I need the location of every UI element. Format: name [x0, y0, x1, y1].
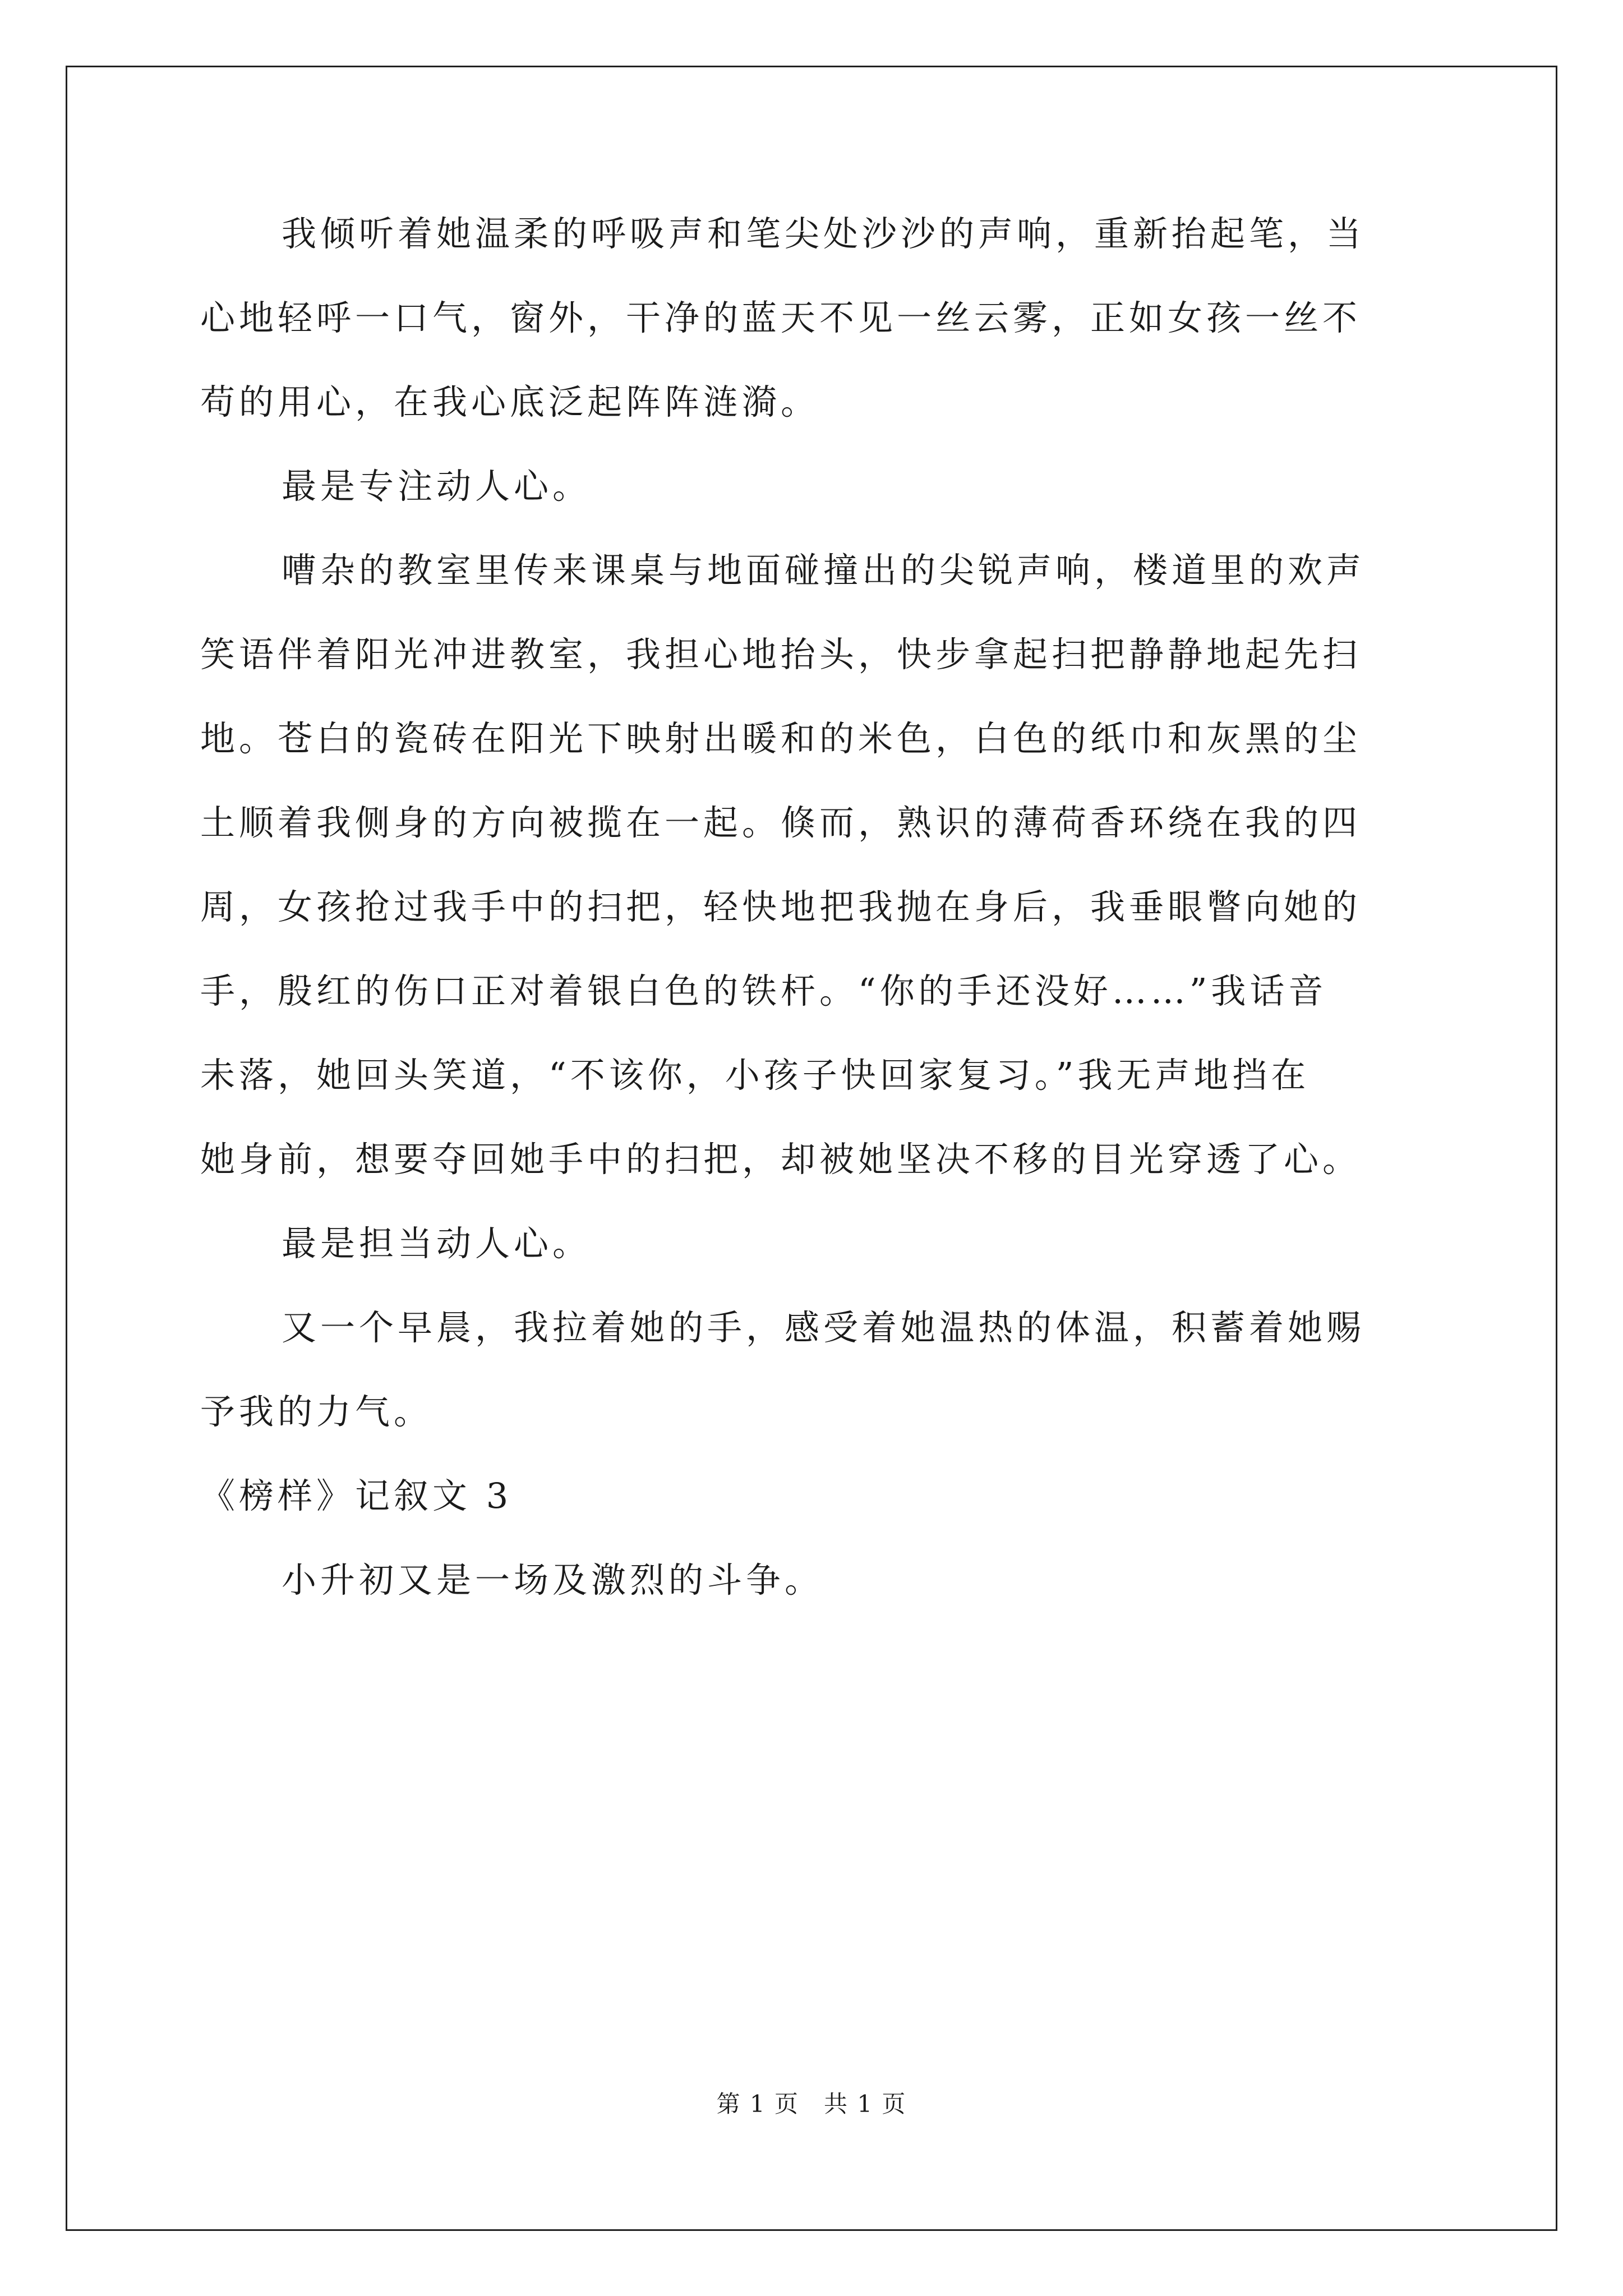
- text-line: 周，女孩抢过我手中的扫把，轻快地把我抛在身后，我垂眼瞥向她的: [200, 886, 1362, 927]
- text-line: 嘈杂的教室里传来课桌与地面碰撞出的尖锐声响，楼道里的欢声: [282, 550, 1366, 591]
- text-line: 苟的用心，在我心底泛起阵阵涟漪。: [200, 381, 820, 422]
- text-line: 未落，她回头笑道，“不该你，小孩子快回家复习。”我无声地挡在: [200, 1055, 1310, 1096]
- text-line: 心地轻呼一口气，窗外，干净的蓝天不见一丝云雾，正如女孩一丝不: [200, 297, 1362, 338]
- text-line: 予我的力气。: [200, 1391, 433, 1432]
- text-line: 最是专注动人心。: [282, 466, 592, 507]
- text-line: 最是担当动人心。: [282, 1223, 592, 1264]
- text-line: 我倾听着她温柔的呼吸声和笔尖处沙沙的声响，重新抬起笔，当: [282, 213, 1366, 254]
- page-footer: 第 1 页 共 1 页: [716, 2090, 907, 2118]
- text-line: 地。苍白的瓷砖在阳光下映射出暖和的米色，白色的纸巾和灰黑的尘: [200, 718, 1362, 759]
- text-line: 小升初又是一场及激烈的斗争。: [282, 1559, 824, 1600]
- text-line: 笑语伴着阳光冲进教室，我担心地抬头，快步拿起扫把静静地起先扫: [200, 634, 1362, 675]
- text-line: 手，殷红的伤口正对着银白色的铁杆。“你的手还没好……”我话音: [200, 970, 1327, 1011]
- text-line: 土顺着我侧身的方向被揽在一起。倏而，熟识的薄荷香环绕在我的四: [200, 802, 1362, 843]
- text-line: 她身前，想要夺回她手中的扫把，却被她坚决不移的目光穿透了心。: [200, 1139, 1362, 1180]
- section-heading: 《榜样》记叙文 3: [200, 1475, 513, 1516]
- text-line: 又一个早晨，我拉着她的手，感受着她温热的体温，积蓄着她赐: [282, 1307, 1366, 1348]
